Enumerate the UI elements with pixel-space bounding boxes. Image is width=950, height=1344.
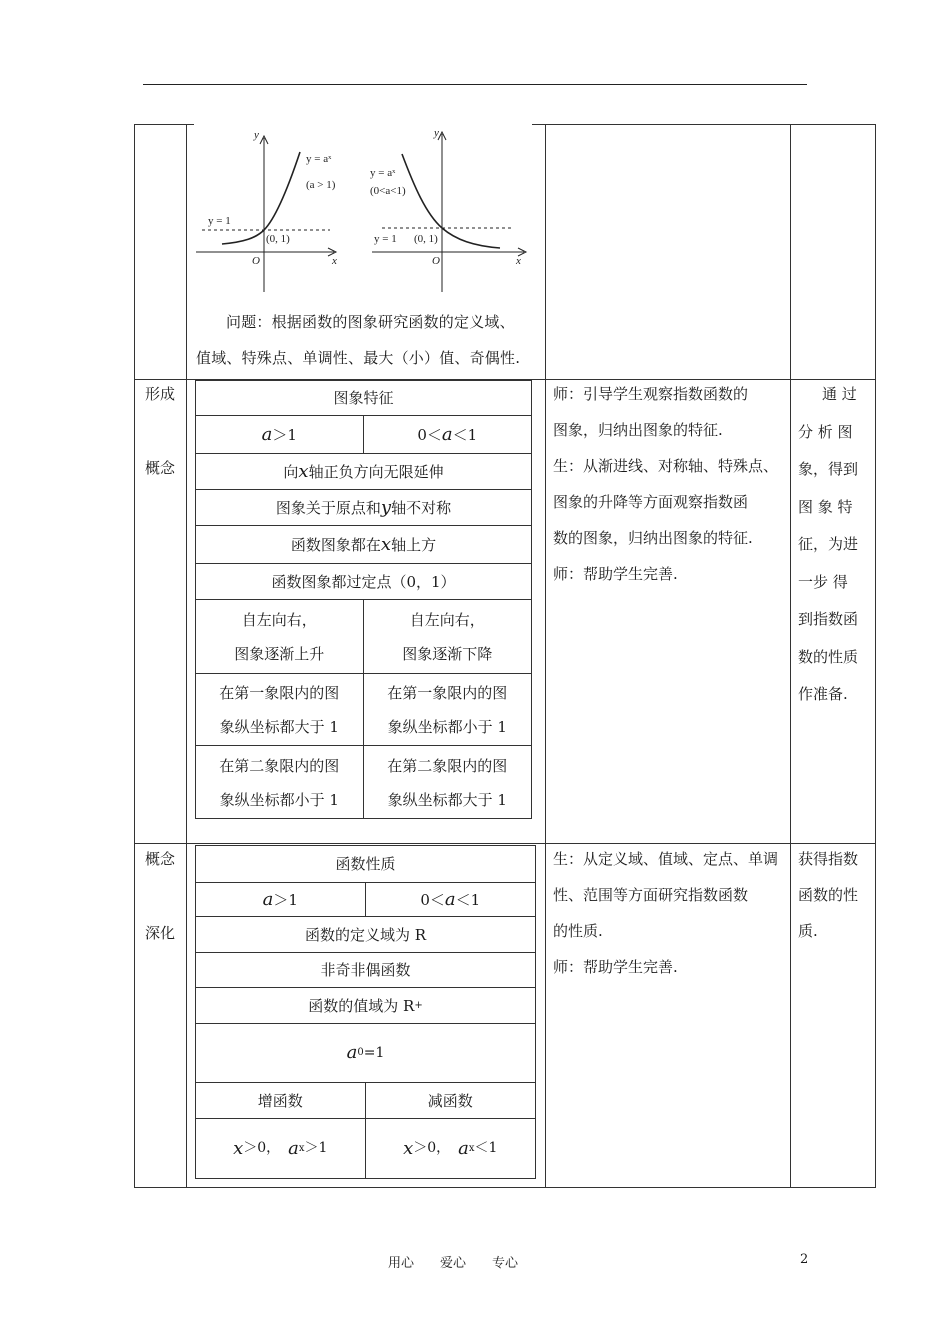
activity-form-concept xyxy=(553,376,787,592)
table-row xyxy=(196,916,535,953)
activity-line: 师：帮助学生完善. xyxy=(553,565,678,583)
table-row xyxy=(196,673,531,746)
col-a-lt-1: 0＜ a ＜1 xyxy=(417,423,478,445)
page-number: 2 xyxy=(800,1252,809,1267)
purpose-line: 象，得到 xyxy=(798,460,859,478)
feature-fixed-point: 函数图象都过定点（0，1） xyxy=(271,572,456,591)
col-a-lt-1: 0＜ a ＜1 xyxy=(420,888,481,910)
col-a-gt-1: a ＞1 xyxy=(196,416,364,454)
property-domain: 函数的定义域为 R xyxy=(304,925,427,944)
feature-symmetry: 图象关于原点和 y 轴不对称 xyxy=(275,496,452,518)
right-condition: (0<a<1) xyxy=(370,185,406,197)
activity-line: 性、范围等方面研究指数函数 xyxy=(553,886,749,904)
table-row xyxy=(196,745,531,819)
table-row xyxy=(196,415,531,454)
purpose-line: 作准备. xyxy=(798,685,848,703)
function-property-table xyxy=(195,845,536,1179)
col-divider-activity xyxy=(790,125,791,1187)
stage-deepen-concept xyxy=(140,841,180,951)
activity-line: 的性质. xyxy=(553,922,603,940)
right-origin-label: O xyxy=(432,255,440,267)
purpose-line: 一步 得 xyxy=(798,572,848,591)
col-divider-content xyxy=(545,125,546,1187)
feature-q2-lt: 在第二象限内的图 象纵坐标都小于 1 xyxy=(196,746,364,819)
left-y-label: y xyxy=(254,129,259,141)
property-parity: 非奇非偶函数 xyxy=(320,961,411,980)
table-row xyxy=(196,882,535,917)
purpose-form-concept xyxy=(798,376,870,714)
right-point-label: (0, 1) xyxy=(414,233,438,245)
table-header: 图象特征 xyxy=(333,388,394,407)
purpose-line: 到指数函 xyxy=(798,610,859,628)
feature-extend: 向 x 轴正负方向无限延伸 xyxy=(283,460,444,482)
table-row xyxy=(196,987,535,1024)
purpose-line: 通 过 xyxy=(822,385,857,403)
question-line-1: 问题：根据函数的图象研究函数的定义域、 xyxy=(226,313,515,331)
activity-line: 生：从渐进线、对称轴、特殊点、 xyxy=(553,457,779,475)
table-row xyxy=(196,846,535,882)
feature-increasing: 自左向右， 图象逐渐上升 xyxy=(196,600,364,674)
purpose-line: 函数的性 xyxy=(798,886,859,904)
table-row xyxy=(196,1023,535,1083)
stage-line: 概念 xyxy=(144,459,175,477)
col-divider-stage xyxy=(186,125,187,1187)
feature-q1-lt: 在第一象限内的图 象纵坐标都小于 1 xyxy=(387,684,508,736)
purpose-line: 图 象 特 xyxy=(798,497,853,516)
right-asymptote-label: y = 1 xyxy=(374,233,397,245)
activity-line: 师：帮助学生完善. xyxy=(553,958,678,976)
purpose-line: 获得指数 xyxy=(798,850,859,868)
graph-figure xyxy=(194,124,532,296)
purpose-line: 质. xyxy=(798,922,818,940)
header-rule xyxy=(143,84,807,85)
activity-line: 数的图象，归纳出图象的特征. xyxy=(553,529,753,547)
purpose-line: 数的性质 xyxy=(798,647,859,666)
graph-feature-table xyxy=(195,380,532,819)
increasing-label: 增函数 xyxy=(196,1083,366,1119)
activity-line: 图象，归纳出图象的特征. xyxy=(553,421,723,439)
right-y-label: y xyxy=(434,127,439,139)
purpose-line: 征，为进 xyxy=(798,535,859,553)
stage-line: 深化 xyxy=(144,924,175,942)
table-row xyxy=(196,599,531,674)
purpose-line: 分 析 图 xyxy=(798,422,853,441)
exponential-graphs xyxy=(194,124,532,296)
decreasing-label: 减函数 xyxy=(427,1091,473,1110)
activity-deepen-concept xyxy=(553,841,787,985)
col-a-gt-1: a ＞1 xyxy=(196,883,366,917)
feature-q1-gt: 在第一象限内的图 象纵坐标都大于 1 xyxy=(196,674,364,746)
activity-line: 生：从定义域、值域、定点、单调 xyxy=(553,850,779,868)
property-a-zero: a 0 =1 xyxy=(346,1042,385,1064)
table-row xyxy=(196,489,531,526)
activity-line: 图象的升降等方面观察指数函 xyxy=(553,493,749,511)
right-x-label: x xyxy=(516,255,521,267)
left-curve-label: y = aˣ xyxy=(306,153,332,165)
increasing-condition: x ＞0， a x ＞1 xyxy=(196,1119,366,1179)
left-x-label: x xyxy=(332,255,337,267)
table-row xyxy=(196,381,531,415)
question-line-2: 值域、特殊点、单调性、最大（小）值、奇偶性. xyxy=(196,349,521,367)
footer-motto: 用心 爱心 专心 xyxy=(388,1256,519,1271)
feature-above-axis: 函数图象都在 x 轴上方 xyxy=(290,533,437,555)
feature-decreasing: 自左向右， 图象逐渐下降 xyxy=(402,611,493,663)
table-row xyxy=(196,952,535,988)
left-condition: (a > 1) xyxy=(306,179,336,191)
stage-form-concept xyxy=(140,376,180,486)
left-point-label: (0, 1) xyxy=(266,233,290,245)
table-row xyxy=(196,525,531,564)
stage-line: 形成 xyxy=(144,385,175,403)
table-row xyxy=(196,563,531,600)
table-header: 函数性质 xyxy=(335,854,396,873)
activity-line: 师：引导学生观察指数函数的 xyxy=(553,385,749,403)
left-origin-label: O xyxy=(252,255,260,267)
right-curve-label: y = aˣ xyxy=(370,167,396,179)
table-row xyxy=(196,1118,535,1179)
left-asymptote-label: y = 1 xyxy=(208,215,231,227)
property-range: 函数的值域为 R + xyxy=(308,996,423,1015)
decreasing-condition: x ＞0， a x ＜1 xyxy=(403,1137,498,1159)
purpose-deepen-concept xyxy=(798,841,874,949)
table-row xyxy=(196,1082,535,1119)
stage-line: 概念 xyxy=(144,850,175,868)
feature-q2-gt: 在第二象限内的图 象纵坐标都大于 1 xyxy=(387,756,508,809)
table-row xyxy=(196,453,531,490)
